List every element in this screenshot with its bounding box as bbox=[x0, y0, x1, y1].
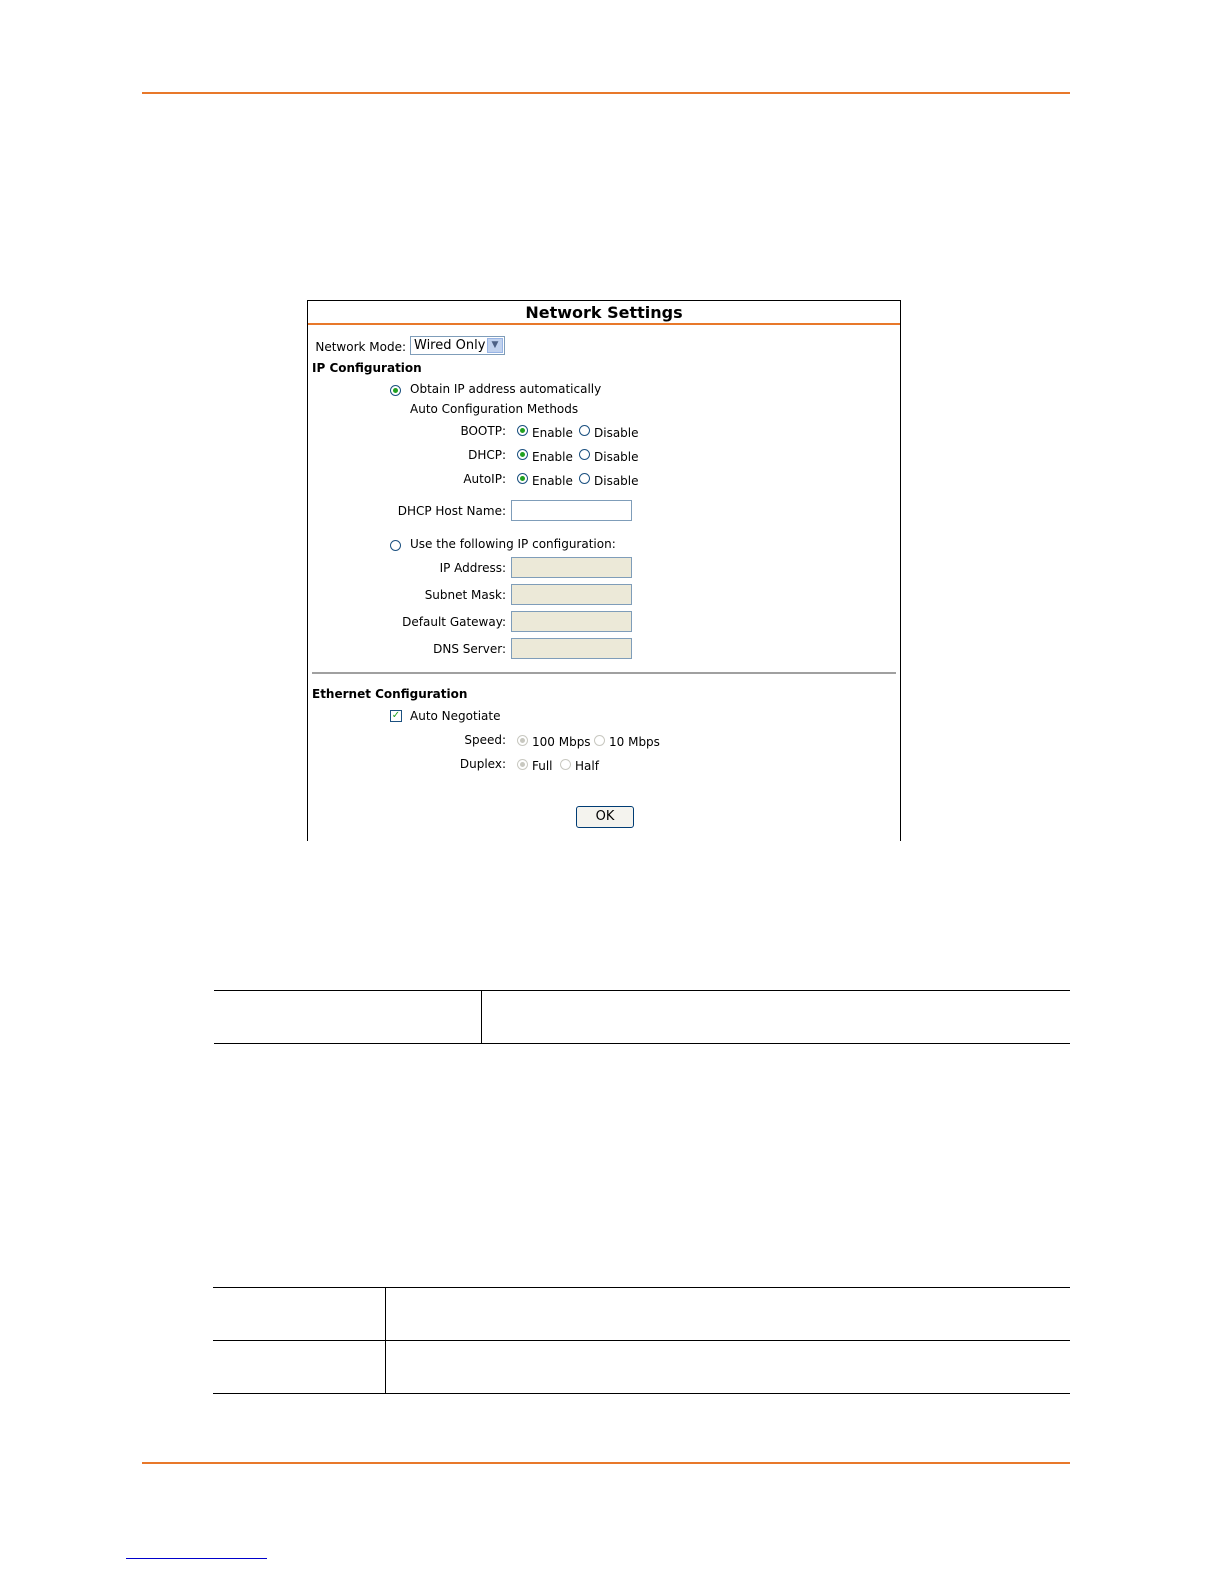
table-2-cell-2 bbox=[386, 1288, 1071, 1341]
footer-link-underline bbox=[126, 1558, 267, 1559]
subnet-mask-label: Subnet Mask: bbox=[424, 588, 506, 602]
bootp-enable-radio[interactable] bbox=[517, 425, 528, 436]
dhcp-label: DHCP: bbox=[468, 448, 506, 462]
duplex-label: Duplex: bbox=[459, 757, 506, 771]
ethernet-configuration-heading: Ethernet Configuration bbox=[312, 687, 468, 701]
network-mode-select[interactable] bbox=[410, 336, 505, 355]
table-2-cell-4 bbox=[386, 1341, 1071, 1394]
header-rule bbox=[142, 92, 1070, 94]
autoip-enable-label: Enable bbox=[532, 474, 573, 488]
network-mode-value: Wired Only bbox=[414, 338, 486, 353]
duplex-half-label: Half bbox=[575, 759, 599, 773]
chevron-down-icon[interactable]: ▼ bbox=[487, 338, 503, 353]
network-mode-label: Network Mode: bbox=[315, 340, 406, 354]
duplex-full-label: Full bbox=[532, 759, 553, 773]
ok-button[interactable]: OK bbox=[576, 806, 634, 828]
dhcp-host-name-label: DHCP Host Name: bbox=[397, 504, 506, 518]
use-following-label: Use the following IP configuration: bbox=[410, 537, 616, 551]
panel-title: Network Settings bbox=[308, 301, 900, 325]
table-1-cell-1 bbox=[214, 991, 482, 1044]
table-2-cell-3 bbox=[213, 1341, 386, 1394]
dhcp-enable-radio[interactable] bbox=[517, 449, 528, 460]
speed-10-label: 10 Mbps bbox=[609, 735, 660, 749]
section-divider bbox=[312, 672, 896, 674]
table-2-cell-1 bbox=[213, 1288, 386, 1341]
autoip-disable-label: Disable bbox=[594, 474, 639, 488]
empty-table-2 bbox=[213, 1287, 1070, 1394]
autoip-enable-radio[interactable] bbox=[517, 473, 528, 484]
dhcp-enable-label: Enable bbox=[532, 450, 573, 464]
network-settings-panel bbox=[307, 300, 901, 841]
ip-configuration-heading: IP Configuration bbox=[312, 361, 422, 375]
default-gateway-label: Default Gateway: bbox=[402, 615, 506, 629]
dhcp-disable-label: Disable bbox=[594, 450, 639, 464]
table-1-cell-2 bbox=[482, 991, 1071, 1044]
duplex-full-radio[interactable] bbox=[517, 759, 528, 770]
empty-table-1 bbox=[214, 990, 1070, 1044]
autoip-label: AutoIP: bbox=[463, 472, 506, 486]
dns-server-input[interactable] bbox=[511, 638, 632, 659]
dns-server-label: DNS Server: bbox=[433, 642, 506, 656]
speed-100-radio[interactable] bbox=[517, 735, 528, 746]
auto-methods-label: Auto Configuration Methods bbox=[410, 402, 579, 416]
dhcp-host-name-input[interactable] bbox=[511, 500, 632, 521]
auto-negotiate-label: Auto Negotiate bbox=[410, 709, 501, 723]
obtain-auto-label: Obtain IP address automatically bbox=[410, 382, 602, 396]
bootp-label: BOOTP: bbox=[460, 424, 506, 438]
autoip-disable-radio[interactable] bbox=[579, 473, 590, 484]
speed-100-label: 100 Mbps bbox=[532, 735, 591, 749]
bootp-disable-label: Disable bbox=[594, 426, 639, 440]
dhcp-disable-radio[interactable] bbox=[579, 449, 590, 460]
speed-label: Speed: bbox=[464, 733, 506, 747]
ip-address-input[interactable] bbox=[511, 557, 632, 578]
speed-10-radio[interactable] bbox=[594, 735, 605, 746]
bootp-disable-radio[interactable] bbox=[579, 425, 590, 436]
duplex-half-radio[interactable] bbox=[560, 759, 571, 770]
bootp-enable-label: Enable bbox=[532, 426, 573, 440]
subnet-mask-input[interactable] bbox=[511, 584, 632, 605]
use-following-radio[interactable] bbox=[390, 540, 401, 551]
obtain-auto-radio[interactable] bbox=[390, 385, 401, 396]
auto-negotiate-checkbox[interactable]: ✓ bbox=[391, 710, 401, 721]
ip-address-label: IP Address: bbox=[439, 561, 506, 575]
footer-rule bbox=[142, 1462, 1070, 1464]
default-gateway-input[interactable] bbox=[511, 611, 632, 632]
